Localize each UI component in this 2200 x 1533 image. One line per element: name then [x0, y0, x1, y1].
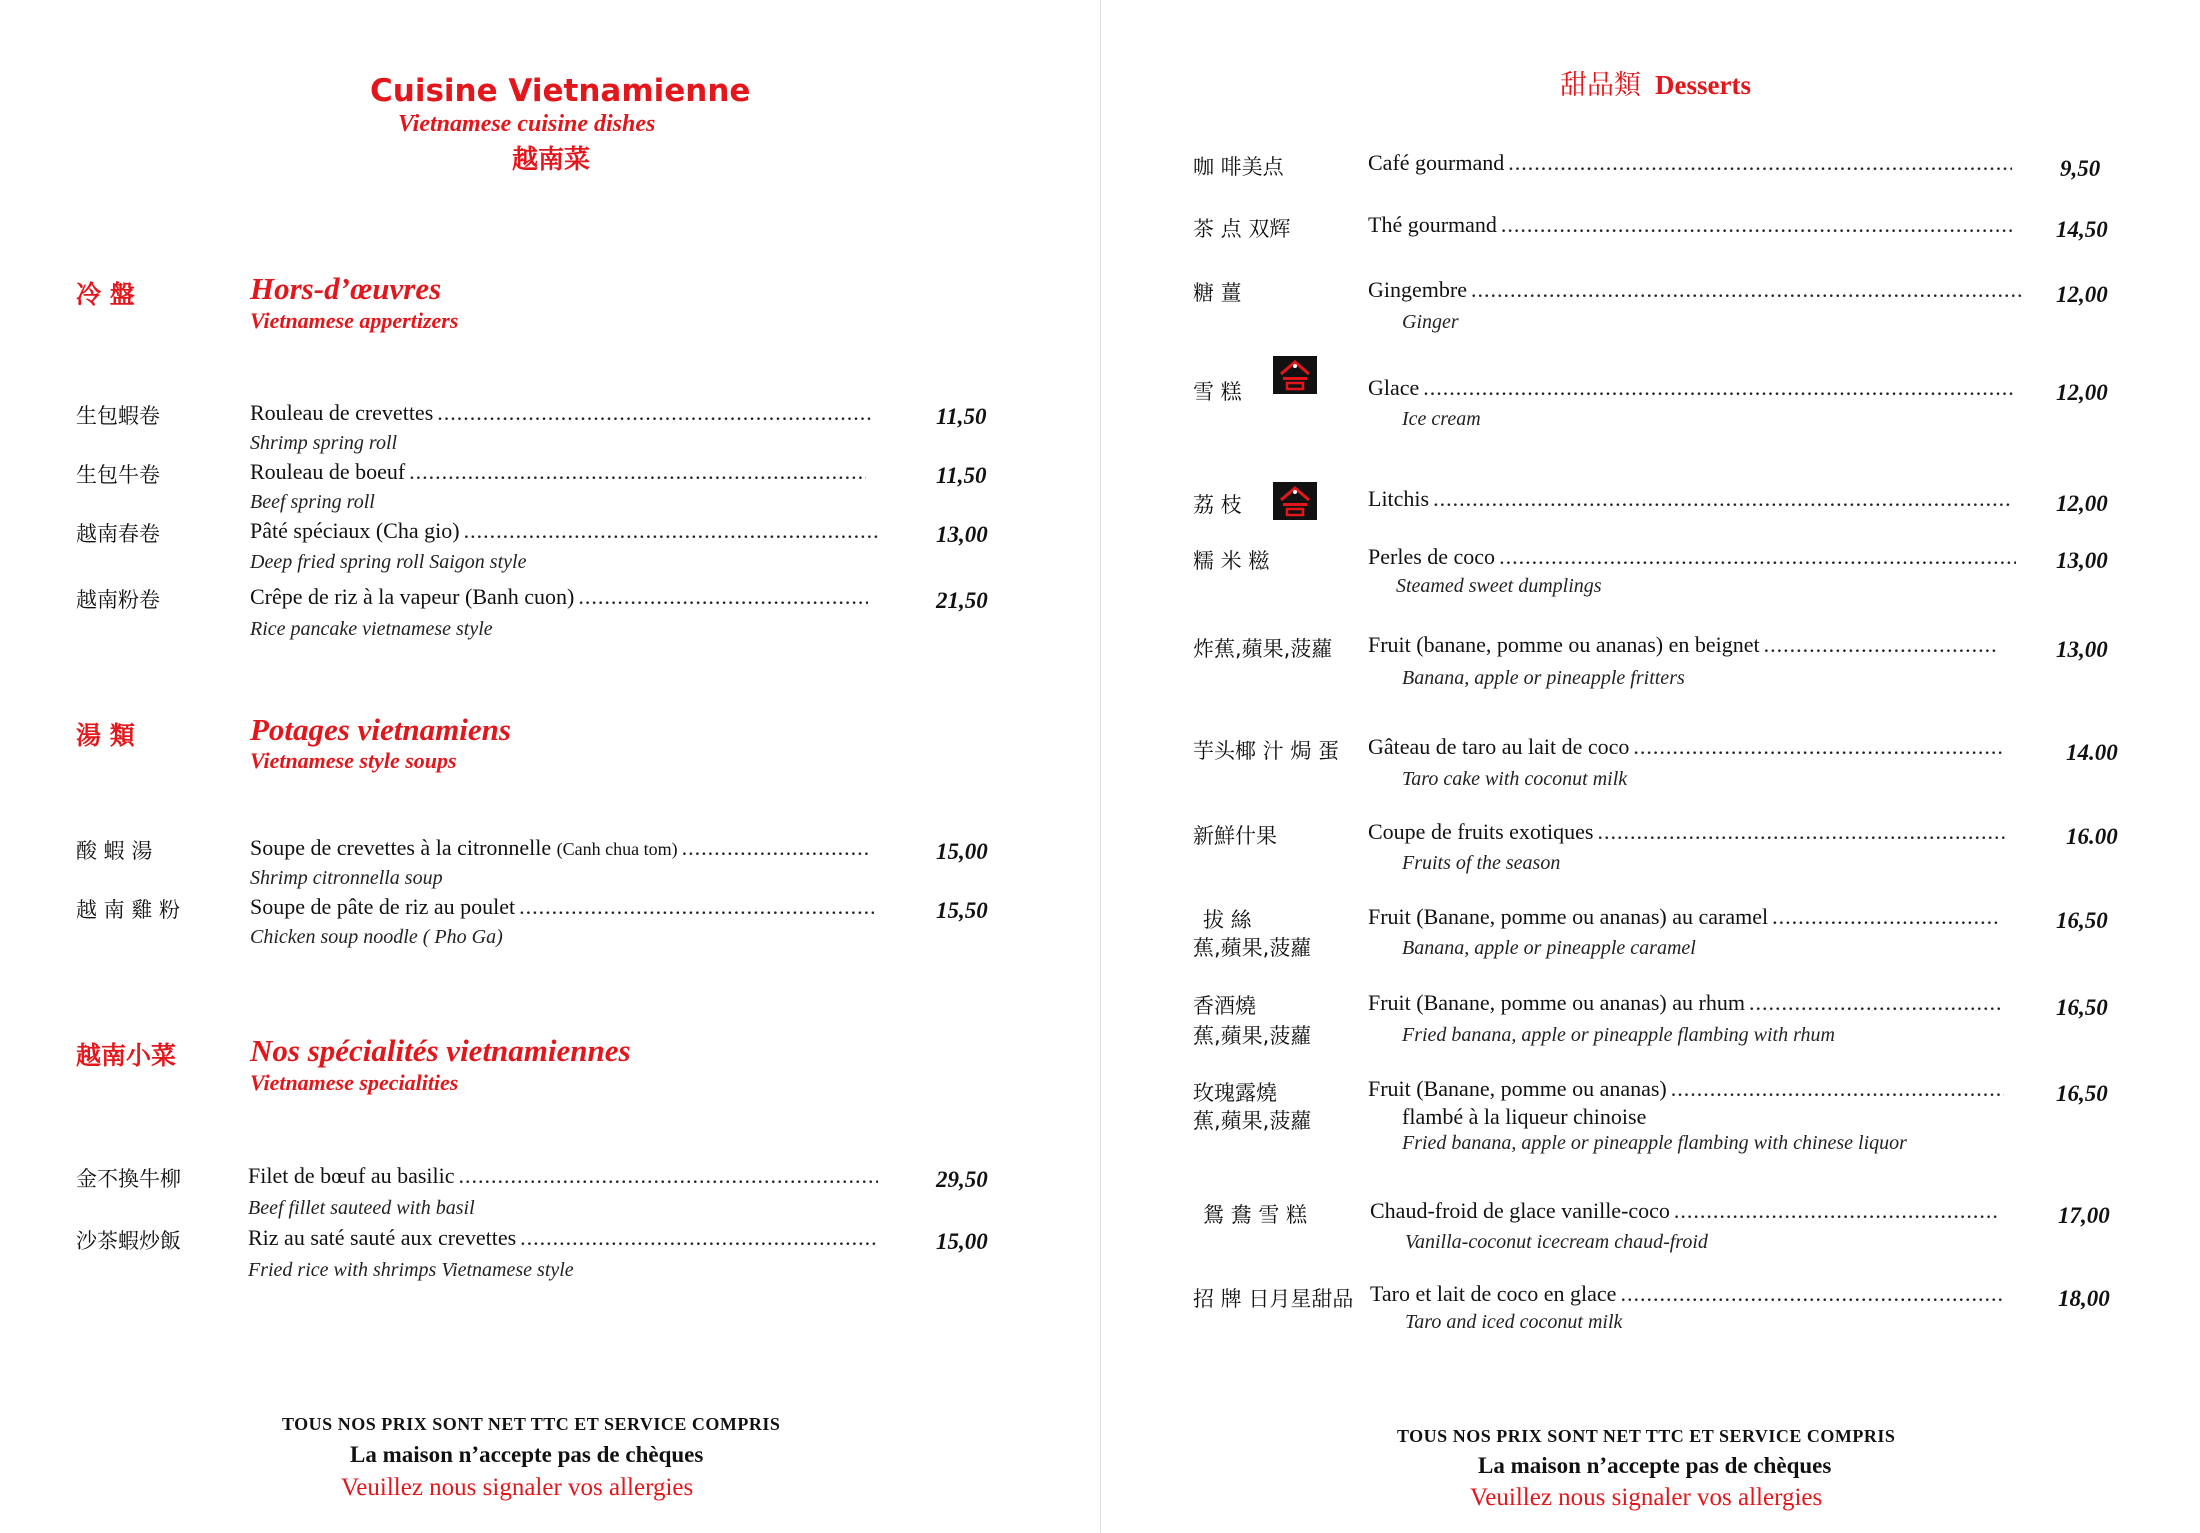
item-description: Beef spring roll [250, 491, 375, 513]
item-chinese-name: 越南粉卷 [76, 588, 160, 612]
menu-item [1368, 212, 2016, 238]
item-chinese-name: 咖 啡美点 [1193, 155, 1284, 179]
item-description: Ice cream [1402, 408, 1481, 430]
menu-item [250, 400, 878, 426]
item-name-text: Soupe de crevettes à la citronnelle [250, 835, 552, 860]
item-price: 12,00 [2056, 491, 2108, 516]
right-menu-page [1100, 0, 2200, 1533]
item-chinese-name: 糯 米 糍 [1193, 549, 1270, 573]
menu-item [1368, 544, 2020, 570]
item-chinese-name-line2: 蕉,蘋果,菠蘿 [1193, 1024, 1312, 1048]
footer-allergies-note: Veuillez nous signaler vos allergies [341, 1474, 694, 1501]
item-description: Shrimp citronnella soup [250, 867, 443, 889]
item-price: 16,50 [2056, 995, 2108, 1020]
item-chinese-name: 新鮮什果 [1193, 824, 1277, 848]
page-subtitle: Vietnamese cuisine dishes [398, 111, 656, 137]
item-chinese-name: 越南春卷 [76, 522, 160, 546]
item-price: 14,50 [2056, 217, 2108, 242]
item-price: 13,00 [936, 522, 988, 547]
item-chinese-name: 生包蝦卷 [76, 404, 160, 428]
item-name: Fruit (Banane, pomme ou ananas) [1368, 1076, 1667, 1101]
item-description: Fried banana, apple or pineapple flambing with rhum [1402, 1024, 1835, 1046]
item-name: Fruit (Banane, pomme ou ananas) au rhum [1368, 990, 1745, 1015]
section-subtitle: Vietnamese style soups [250, 748, 457, 773]
menu-item [250, 459, 870, 485]
item-name: Thé gourmand [1368, 212, 1497, 237]
page-title: Cuisine Vietnamienne [370, 73, 751, 109]
item-price: 12,00 [2056, 380, 2108, 405]
item-chinese-name: 炸蕉,蘋果,菠蘿 [1193, 637, 1333, 661]
item-description: Vanilla-coconut icecream chaud-froid [1405, 1231, 1708, 1253]
menu-item [1370, 1281, 2006, 1307]
item-name: Riz au saté sauté aux crevettes [248, 1225, 517, 1250]
menu-item [1368, 734, 2006, 760]
item-price: 11,50 [936, 463, 987, 488]
house-specialty-icon [1273, 482, 1317, 520]
item-chinese-name: 生包牛卷 [76, 463, 160, 487]
item-price: 9,50 [2060, 156, 2101, 181]
menu-item [1370, 1198, 2002, 1224]
item-description: Ginger [1402, 311, 1459, 333]
footer-cheques-note: La maison n’accepte pas de chèques [350, 1442, 704, 1467]
item-chinese-name: 越 南 雞 粉 [76, 898, 181, 922]
item-name: Rouleau de crevettes [250, 400, 434, 425]
menu-item [1368, 375, 2018, 401]
item-name: Filet de bœuf au basilic [248, 1163, 455, 1188]
desserts-title-chinese: 甜品類 [1560, 70, 1641, 101]
menu-item [1368, 1076, 2008, 1102]
item-price: 16,50 [2056, 1081, 2108, 1106]
menu-item [248, 1225, 882, 1251]
item-name: Glace [1368, 375, 1420, 400]
item-chinese-name: 香酒燒 [1193, 994, 1256, 1018]
item-name-note: (Canh chua tom) [556, 839, 678, 859]
house-specialty-icon [1273, 356, 1317, 394]
item-chinese-name: 芋头椰 汁 焗 蛋 [1193, 739, 1340, 763]
footer-prices-note: TOUS NOS PRIX SONT NET TTC ET SERVICE COMPRIS [1397, 1426, 1896, 1446]
item-name: Perles de coco [1368, 544, 1496, 569]
item-description: Shrimp spring roll [250, 432, 398, 454]
item-price: 18,00 [2058, 1286, 2110, 1311]
item-description: Fruits of the season [1402, 852, 1561, 874]
menu-item [250, 894, 878, 920]
item-name: Fruit (banane, pomme ou ananas) en beignet [1368, 632, 1760, 657]
item-description: Fried rice with shrimps Vietnamese style [248, 1259, 574, 1281]
menu-item [1368, 486, 2016, 512]
section-subtitle: Vietnamese specialities [250, 1070, 459, 1095]
item-name: Fruit (Banane, pomme ou ananas) au caramel [1368, 904, 1769, 929]
item-price: 11,50 [936, 404, 987, 429]
item-name: Rouleau de boeuf [250, 459, 406, 484]
item-name: Soupe de pâte de riz au poulet [250, 894, 516, 919]
item-price: 16.00 [2066, 824, 2118, 849]
footer-allergies-note: Veuillez nous signaler vos allergies [1470, 1484, 1823, 1511]
item-price: 15,00 [936, 839, 988, 864]
item-chinese-name: 酸 蝦 湯 [76, 839, 153, 863]
item-price: 16,50 [2056, 908, 2108, 933]
item-name: Pâté spéciaux (Cha gio) [250, 518, 460, 543]
desserts-header [1560, 63, 1751, 102]
item-chinese-name: 玫瑰露燒 [1193, 1081, 1277, 1105]
menu-item [1368, 277, 2028, 303]
item-name-line2: flambé à la liqueur chinoise [1402, 1104, 1647, 1129]
section-title: Potages vietnamiens [250, 712, 511, 747]
menu-item [1368, 150, 2016, 176]
item-price: 13,00 [2056, 548, 2108, 573]
item-description: Rice pancake vietnamese style [250, 618, 493, 640]
item-name: Chaud-froid de glace vanille-coco [1370, 1198, 1670, 1223]
menu-item [1368, 990, 2004, 1016]
item-chinese-name: 拔 絲 [1203, 908, 1252, 932]
item-description: Taro and iced coconut milk [1405, 1311, 1623, 1333]
item-description: Chicken soup noodle ( Pho Ga) [250, 926, 503, 948]
item-name: Café gourmand [1368, 150, 1505, 175]
item-description: Taro cake with coconut milk [1402, 768, 1628, 790]
menu-item [248, 1163, 882, 1189]
menu-item [1368, 632, 2002, 658]
item-chinese-name: 沙茶蝦炒飯 [76, 1229, 181, 1253]
page-title-chinese: 越南菜 [512, 145, 591, 175]
item-chinese-name [1193, 1283, 1353, 1313]
item-price: 17,00 [2058, 1203, 2110, 1228]
item-name: Litchis [1368, 486, 1430, 511]
menu-item [1368, 904, 2002, 930]
item-chinese-name: 鴛 鴦 雪 糕 [1203, 1203, 1308, 1227]
menu-item [250, 584, 872, 610]
item-chinese-name-line2: 蕉,蘋果,菠蘿 [1193, 1109, 1312, 1133]
item-name: Gâteau de taro au lait de coco [1368, 734, 1630, 759]
menu-item [250, 518, 882, 544]
item-chinese-name-line2: 蕉,蘋果,菠蘿 [1193, 936, 1312, 960]
menu-item [250, 835, 872, 861]
item-name [250, 835, 678, 861]
item-chinese-name: 糖 薑 [1193, 281, 1242, 305]
item-name: Coupe de fruits exotiques [1368, 819, 1594, 844]
section-title-chinese: 冷 盤 [76, 280, 135, 309]
item-description: Fried banana, apple or pineapple flambing with chinese liquor [1402, 1132, 1907, 1154]
section-title-chinese: 湯 類 [76, 721, 135, 750]
desserts-title: Desserts [1655, 70, 1751, 100]
item-name: Taro et lait de coco en glace [1370, 1281, 1617, 1306]
item-price: 12,00 [2056, 282, 2108, 307]
item-price: 14.00 [2066, 740, 2118, 765]
section-subtitle: Vietnamese appertizers [250, 308, 459, 333]
item-name: Gingembre [1368, 277, 1467, 302]
item-chinese-name-text: 招 牌 日月星甜品 [1193, 1287, 1354, 1311]
item-chinese-name: 茶 点 双辉 [1193, 217, 1291, 241]
footer-cheques-note: La maison n’accepte pas de chèques [1478, 1453, 1832, 1478]
item-name: Crêpe de riz à la vapeur (Banh cuon) [250, 584, 575, 609]
item-price: 15,50 [936, 898, 988, 923]
section-title: Hors-d’œuvres [250, 271, 442, 306]
item-description: Banana, apple or pineapple fritters [1402, 667, 1685, 689]
item-price: 13,00 [2056, 637, 2108, 662]
section-title-chinese: 越南小菜 [76, 1041, 177, 1070]
item-price: 21,50 [936, 588, 988, 613]
item-price: 29,50 [936, 1167, 988, 1192]
item-description: Steamed sweet dumplings [1396, 575, 1602, 597]
section-title: Nos spécialités vietnamiennes [250, 1033, 631, 1068]
item-description: Banana, apple or pineapple caramel [1402, 937, 1696, 959]
item-description: Beef fillet sauteed with basil [248, 1197, 475, 1219]
item-chinese-name: 金不換牛柳 [76, 1167, 181, 1191]
footer-prices-note: TOUS NOS PRIX SONT NET TTC ET SERVICE COMPRIS [282, 1414, 781, 1434]
item-price: 15,00 [936, 1229, 988, 1254]
item-description: Deep fried spring roll Saigon style [250, 551, 527, 573]
item-chinese-name: 荔 枝 [1193, 493, 1242, 517]
menu-item [1368, 819, 2012, 845]
item-chinese-name: 雪 糕 [1193, 380, 1242, 404]
